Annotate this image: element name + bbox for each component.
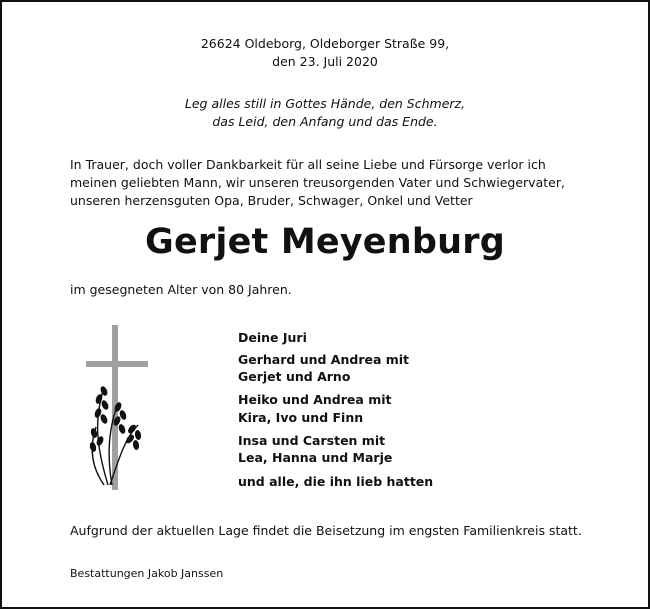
mourner-line: Kira, Ivo und Finn [238, 410, 364, 425]
deceased-name: Gerjet Meyenburg [145, 222, 505, 262]
mourner-line: Gerjet und Arno [238, 369, 351, 384]
age-text: im gesegneten Alter von 80 Jahren. [70, 282, 292, 297]
quote-line-1: Leg alles still in Gottes Hände, den Schmerz, [184, 96, 466, 111]
intro-line-2: meinen geliebten Mann, wir unseren treusorgenden Vater und Schwiegervater, [70, 175, 565, 190]
burial-notice: Aufgrund der aktuellen Lage findet die Beisetzung im engsten Familienkreis statt. [70, 523, 582, 538]
intro-line-1: In Trauer, doch voller Dankbarkeit für all seine Liebe und Fürsorge verlor ich [70, 157, 546, 172]
mourner-line: Deine Juri [238, 330, 307, 345]
intro-line-3: unseren herzensguten Opa, Bruder, Schwager, Onkel und Vetter [70, 193, 473, 208]
mourner-line: Heiko und Andrea mit [238, 392, 392, 407]
undertaker-name: Bestattungen Jakob Janssen [70, 567, 224, 580]
address-line: 26624 Oldeborg, Oldeborger Straße 99, [200, 36, 450, 51]
mourner-line: Gerhard und Andrea mit [238, 352, 410, 367]
mourner-line: Insa und Carsten mit [238, 433, 386, 448]
mourner-line: und alle, die ihn lieb hatten [238, 474, 434, 489]
quote-line-2: das Leid, den Anfang und das Ende. [212, 114, 438, 129]
cross-with-wheat-icon [80, 325, 148, 490]
date-line: den 23. Juli 2020 [272, 54, 378, 69]
mourner-line: Lea, Hanna und Marje [238, 450, 393, 465]
